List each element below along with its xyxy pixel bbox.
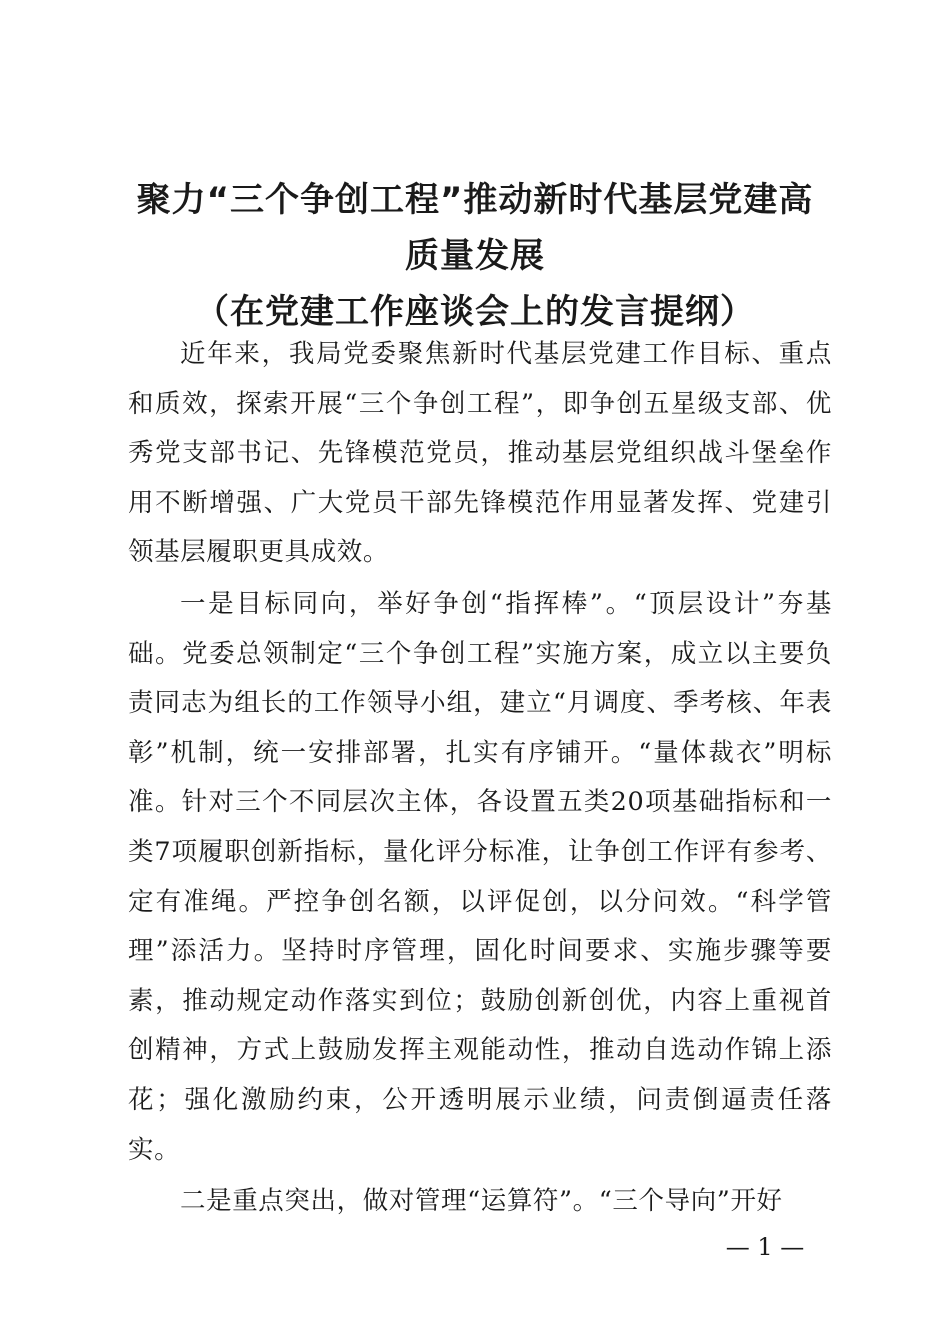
paragraph-section-2: 二是重点突出，做对管理“运算符”。“三个导向”开好: [180, 1186, 783, 1217]
document-title-line-2: 质量发展: [405, 236, 545, 276]
paragraph-section-1: 一是目标同向，举好争创“指挥棒”。“顶层设计”夯基础。党委总领制定“三个争创工程”实施方案，成立以主要负责同志为组长的工作领导小组，建立“月调度、季考核、年表彰”机制，统一安排部署，扎实有序铺开。“量体裁衣”明标准。针对三个不同层次主体，各设置五类20项基础指标和一类7项履职创新指标，量化评分标准，让争创工作评有参考、定有准绳。严控争创名额，以评促创，以分问效。“科学管理”添活力。坚持时序管理，固化时间要求、实施步骤等要素，推动规定动作落实到位；鼓励创新创优，内容上重视首创精神，方式上鼓励发挥主观能动性，推动自选动作锦上添花；强化激励约束，公开透明展示业绩，问责倒逼责任落实。: [128, 588, 832, 1165]
document-title-line-1: 聚力“三个争创工程”推动新时代基层党建高: [136, 180, 814, 220]
document-subtitle: （在党建工作座谈会上的发言提纲）: [195, 292, 755, 332]
paragraph-intro: 近年来，我局党委聚焦新时代基层党建工作目标、重点和质效，探索开展“三个争创工程”，即争创五星级支部、优秀党支部书记、先锋模范党员，推动基层党组织战斗堡垒作用不断增强、广大党员干部先锋模范作用显著发挥、党建引领基层履职更具成效。: [128, 339, 832, 568]
body-text: [128, 330, 832, 1227]
page-number: — 1 —: [725, 1233, 805, 1261]
title-block: [110, 172, 840, 340]
